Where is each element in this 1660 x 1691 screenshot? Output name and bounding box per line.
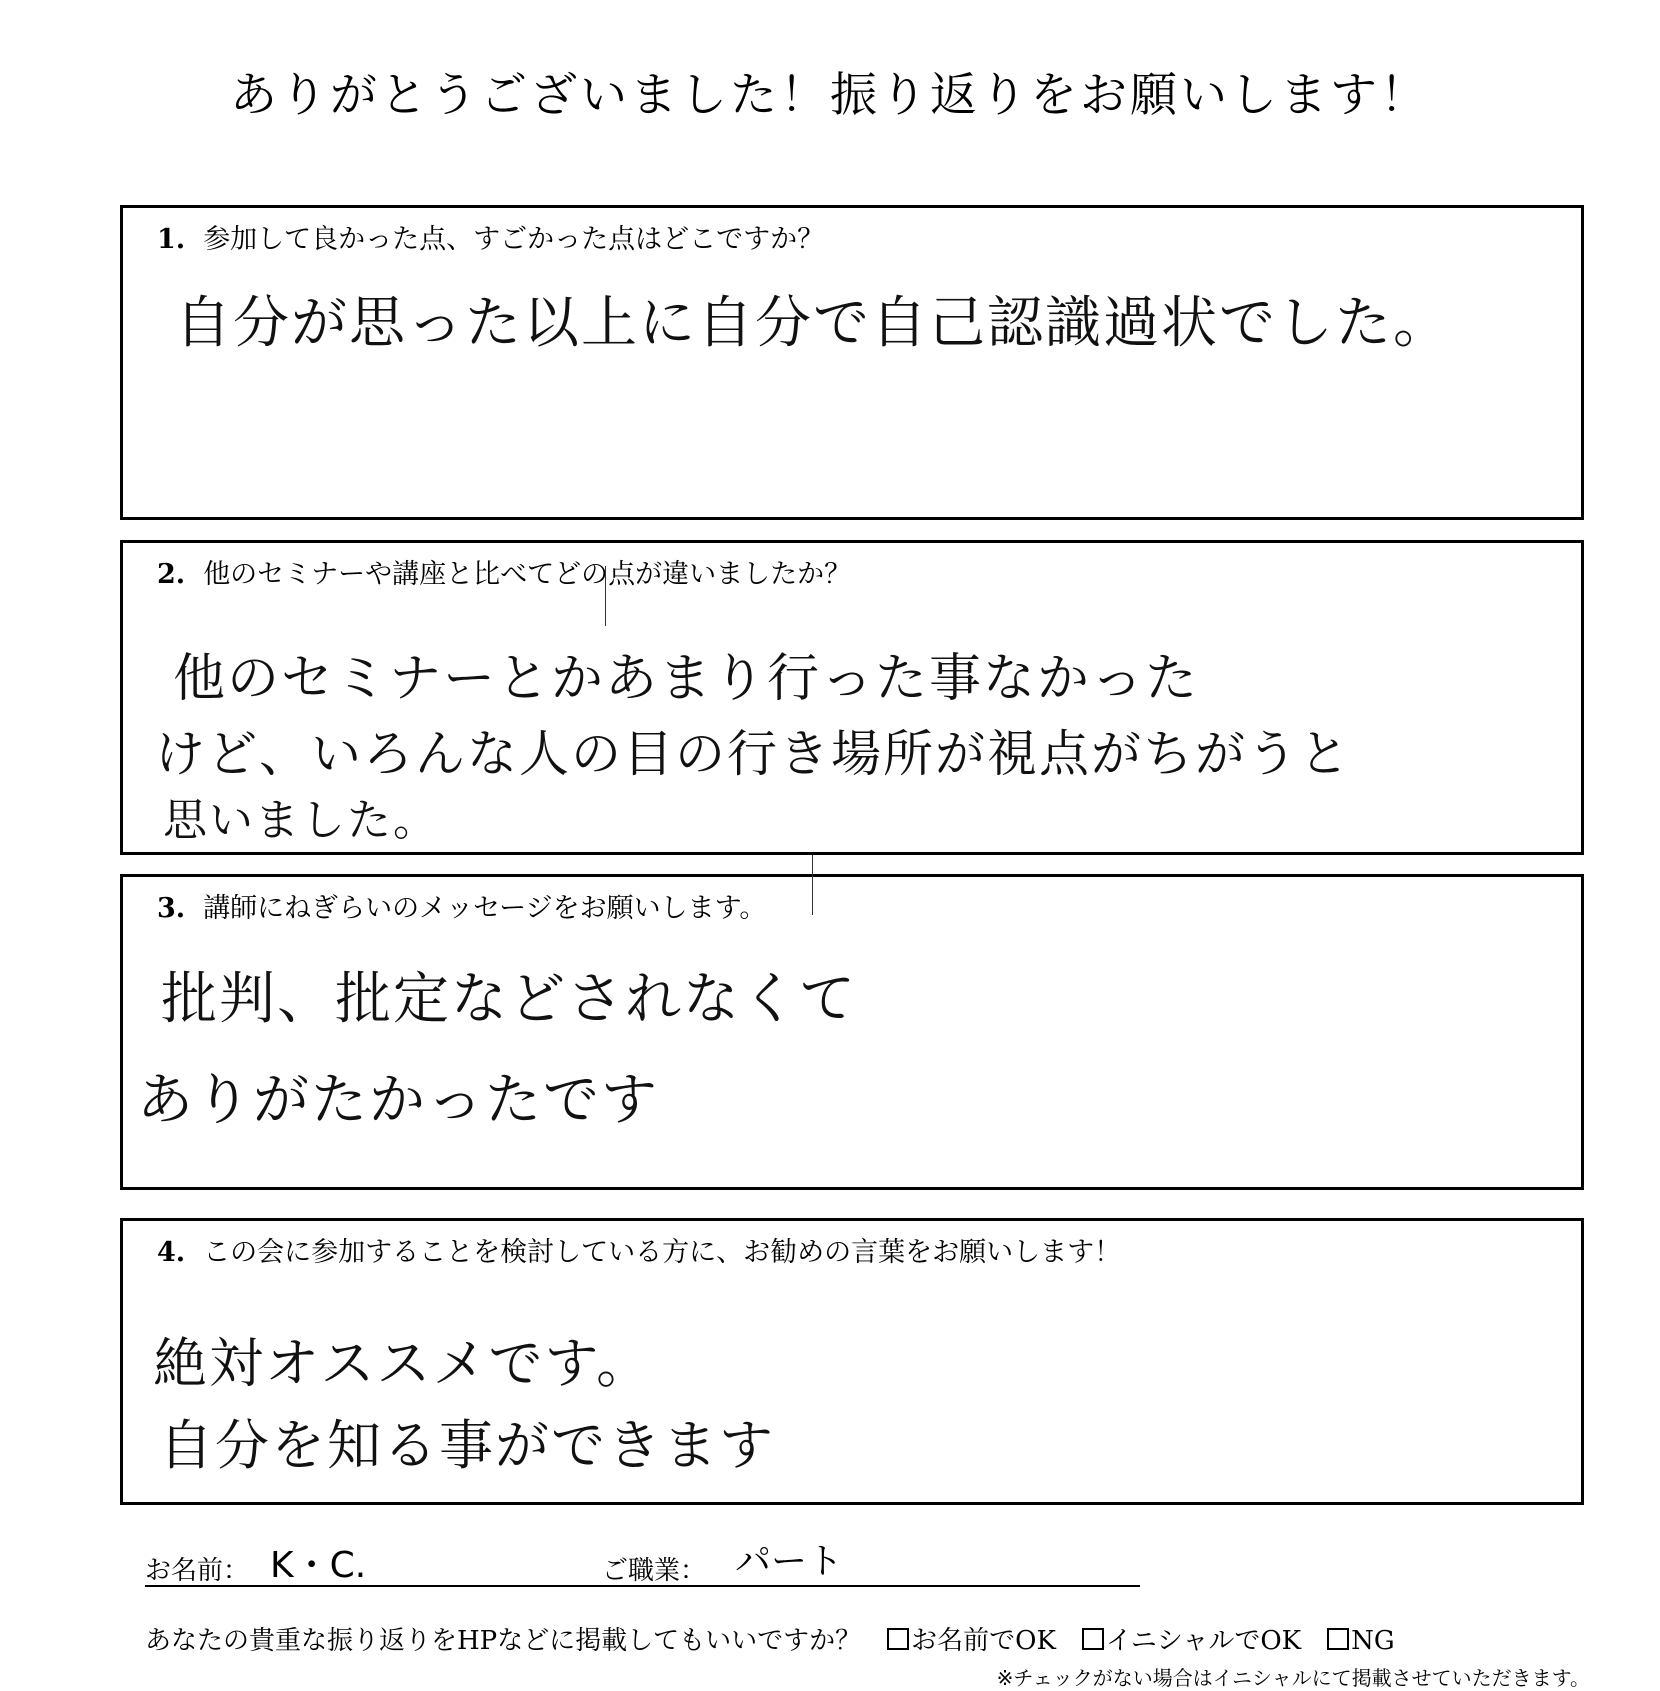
question-2-label (157, 561, 851, 588)
handwritten-answer-line: 思いました。 (163, 795, 439, 846)
question-4-label (157, 1239, 1121, 1266)
name-value: K・C. (270, 1545, 367, 1586)
consent-row (145, 1628, 1395, 1654)
consent-option-initials[interactable] (1082, 1626, 1301, 1656)
handwritten-answer-line: けど、いろんな人の目の行き場所が視点がちがうと (155, 725, 1351, 783)
handwritten-answer-line: 絶対オススメです。 (153, 1332, 653, 1395)
handwritten-answer-line: 自分が思った以上に自分で自己認識過状でした。 (175, 291, 1451, 356)
stray-pen-mark (605, 566, 606, 626)
question-text: 他のセミナーや講座と比べてどの点が違いましたか？ (203, 559, 852, 590)
question-1-label (157, 226, 824, 253)
consent-question: あなたの貴重な振り返りをHPなどに掲載してもいいですか？ (145, 1626, 862, 1656)
question-1-box (120, 205, 1584, 520)
page-title: ありがとうございました！振り返りをお願いします！ (230, 68, 1430, 123)
job-value: パート (735, 1541, 844, 1582)
name-label: お名前： (145, 1556, 250, 1586)
option-label: イニシャルでOK (1105, 1626, 1302, 1656)
handwritten-answer-line: ありがたかったです (137, 1068, 659, 1133)
question-3-label (157, 895, 766, 922)
handwritten-answer-line: 批判、批定などされなくて (161, 967, 857, 1032)
question-2-box (120, 540, 1584, 855)
consent-option-name[interactable] (887, 1626, 1056, 1656)
question-4-box (120, 1218, 1584, 1505)
question-text: 講師にねぎらいのメッセージをお願いします。 (203, 893, 767, 924)
checkbox-icon[interactable] (887, 1628, 909, 1650)
consent-option-ng[interactable] (1327, 1626, 1395, 1656)
question-text: 参加して良かった点、すごかった点はどこですか？ (203, 224, 825, 255)
option-label: お名前でOK (911, 1626, 1056, 1656)
stray-pen-mark (812, 855, 813, 915)
footnote: ※チェックがない場合はイニシャルにて掲載させていただきます。 (996, 1666, 1590, 1690)
option-label: NG (1351, 1626, 1395, 1656)
handwritten-answer-line: 自分を知る事ができます (159, 1414, 775, 1477)
question-text: この会に参加することを検討している方に、お勧めの言葉をお願いします！ (203, 1237, 1122, 1268)
handwritten-answer-line: 他のセミナーとかあまり行った事なかった (173, 649, 1200, 709)
job-label: ご職業： (602, 1556, 707, 1586)
question-3-box (120, 874, 1584, 1190)
question-number: 3. (157, 893, 186, 924)
question-number: 2. (157, 559, 186, 590)
checkbox-icon[interactable] (1082, 1628, 1104, 1650)
checkbox-icon[interactable] (1327, 1628, 1349, 1650)
signature-underline (145, 1585, 1140, 1587)
question-number: 1. (157, 224, 186, 255)
question-number: 4. (157, 1237, 186, 1268)
